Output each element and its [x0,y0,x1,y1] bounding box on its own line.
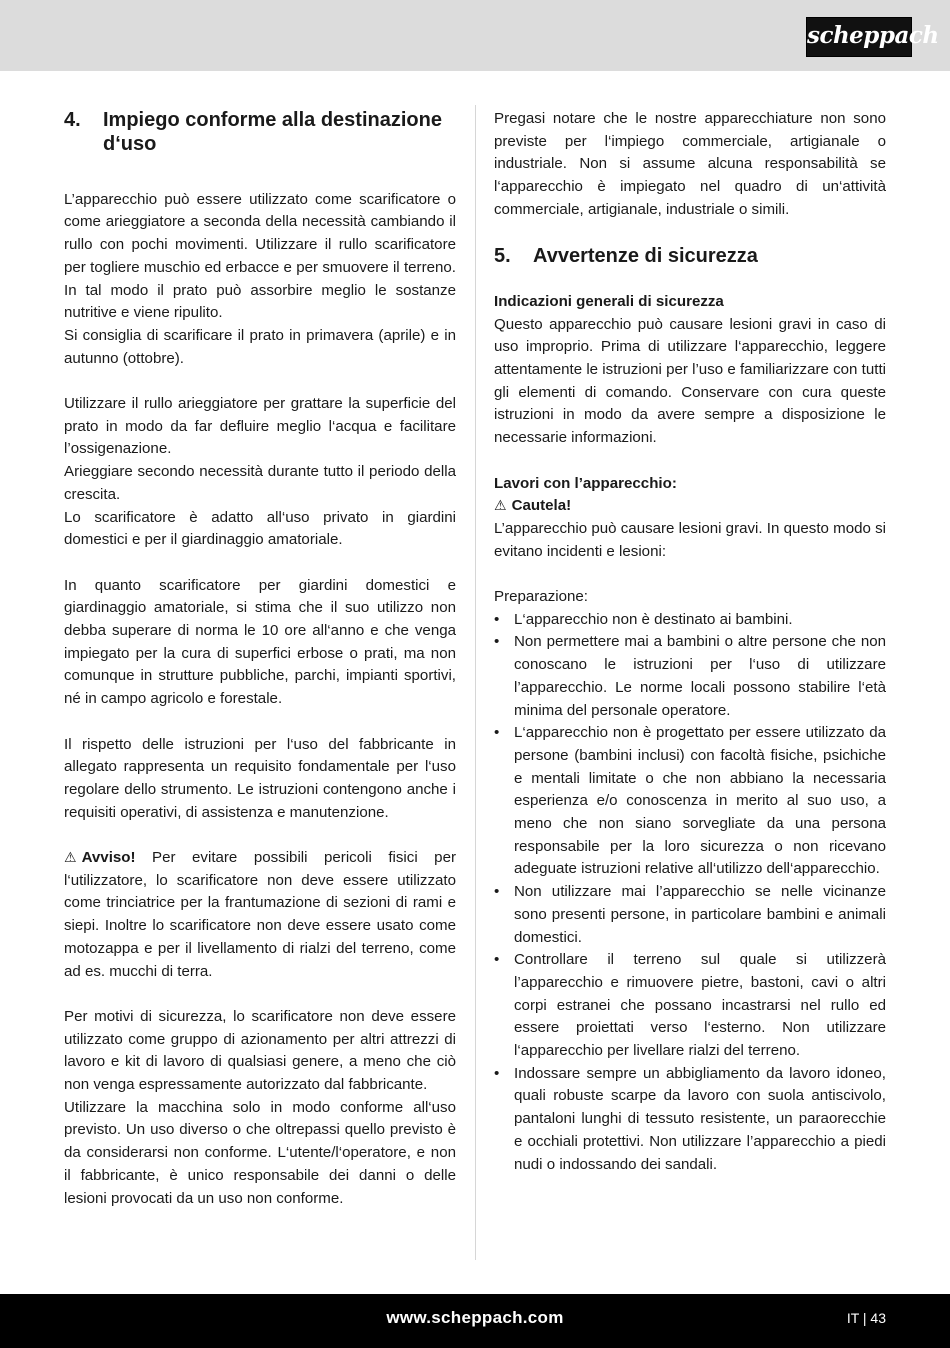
subheading: Indicazioni generali di sicurezza [494,292,724,310]
paragraph: Si consiglia di scarificare il prato in primavera (aprile) e in autunno (ottobre). [64,326,456,367]
section-heading-4 [64,108,456,156]
scheppach-logo: scheppach [806,17,912,57]
warning-paragraph [64,847,456,983]
section-title: Avvertenze di sicurezza [533,245,758,268]
preparation-label: Preparazione: [494,588,588,605]
section-number: 4. [64,109,81,131]
paragraph: Per motivi di sicurezza, lo scarificatore non deve essere utilizzato come gruppo di azionamento per altri attrezzi di lavoro e kit di lavoro di qualsiasi genere, a meno che ciò non venga espressamente autorizzato dal fabbricante. [64,1007,456,1094]
caution-line [494,495,886,518]
paragraph: Questo apparecchio può causare lesioni gravi in caso di uso improprio. Prima di utilizzare l‘apparecchio, leggere attentamente le istruzioni per l’uso e familiarizzare con tutti gli elementi di comando. Conservare con cura queste istruzioni in modo da avere sempre a disposizione le necessarie informazioni. [494,315,886,447]
section-title: Impiego conforme alla destinazione d‘uso [103,109,442,155]
paragraph: Il rispetto delle istruzioni per l‘uso del fabbricante in allegato rappresenta un requisito fondamentale per l‘uso regolare dello strumento. Le istruzioni contengono anche i requisiti operativi, di assistenza e manutenzione. [64,735,456,821]
website-url: www.scheppach.com [386,1308,564,1327]
paragraph: L’apparecchio può essere utilizzato come scarificatore o come arieggiatore a seconda della necessità cambiando il rullo con pochi movimenti. Utilizzare il rullo scarificatore per togliere muschio ed erbacce e per smuovere il terreno. In tal modo il prato può assorbire meglio le sostanze nutritive e viene ripulito. [64,190,456,322]
warning-triangle-icon: ⚠ [64,850,77,867]
paragraph: Lo scarificatore è adatto all‘uso privato in giardini domestici e per il giardinaggio amatoriale. [64,508,456,549]
page-number: IT | 43 [846,1310,886,1326]
left-column [64,108,456,1210]
list-item: • L‘apparecchio non è destinato ai bambini. [494,609,886,632]
page-footer [0,1294,950,1348]
paragraph: L’apparecchio può causare lesioni gravi. In questo modo si evitano incidenti e lesioni: [494,519,886,560]
list-item: • Non utilizzare mai l’apparecchio se nelle vicinanze sono presenti persone, in particolare bambini e animali domestici. [494,881,886,949]
page-header [0,0,950,71]
list-item: • Non permettere mai a bambini o altre persone che non conoscano le istruzioni per l‘uso di utilizzare l’apparecchio. Le norme locali possono stabilire l‘età minima del personale operatore. [494,631,886,722]
warning-triangle-icon: ⚠ [494,498,507,515]
safety-bullet-list [494,609,886,1177]
caution-label: Cautela! [511,497,572,515]
paragraph: Utilizzare il rullo arieggiatore per grattare la superficie del prato in modo da far defluire meglio l‘acqua e facilitare l’ossigenazione. [64,395,456,458]
paragraph: In quanto scarificatore per giardini domestici e giardinaggio amatoriale, si stima che il suo utilizzo non debba superare di norma le 10 ore all‘anno e che venga impiegato per la cura di superfici erbose o prati, ma non comunque in strutture pubbliche, parchi, impianti sportivi, né in campo agricolo e forestale. [64,576,456,708]
section-heading-5 [494,244,886,268]
list-item: • Indossare sempre un abbigliamento da lavoro idoneo, quali robuste scarpe da lavoro con suola antiscivolo, pantaloni lunghi di tessuto resistente, un paraorecchie e occhiali protettivi. Non utilizzare l’apparecchio a piedi nudi o indossando dei sandali. [494,1063,886,1177]
subheading: Lavori con l’apparecchio: [494,474,677,492]
warning-label: Avviso! [81,849,136,867]
paragraph: Pregasi notare che le nostre apparecchiature non sono previste per l‘impiego commerciale, artigianale o industriale. Non si assume alcuna responsabilità se l‘apparecchio è impiegato nel quadro di un‘attività commerciale, artigianale, industriale o simili. [494,110,886,218]
list-item: • L‘apparecchio non è progettato per essere utilizzato da persone (bambini inclusi) con facoltà fisiche, psichiche e mentali limitate o che non abbiano la necessaria esperienza e/o conoscenza in merito al suo uso, a meno che non siano sorvegliate da una persona responsabile per la loro sicurezza o non ricevano adeguate istruzioni relative all‘utilizzo dell‘apparecchio. [494,722,886,881]
list-item: • Controllare il terreno sul quale si utilizzerà l’apparecchio e rimuovere pietre, bastoni, cavi o altri corpi estranei che possano incastrarsi nel rullo ed essere proiettati verso l‘esterno. Non utilizzare l‘apparecchio per livellare rialzi del terreno. [494,949,886,1063]
section-number: 5. [494,245,511,268]
warning-text: Per evitare possibili pericoli fisici per l‘utilizzatore, lo scarificatore non deve essere utilizzato come trinciatrice per la frantumazione di sezioni di rami e siepi. Inoltre lo scarificatore non deve essere usato come motozappa e per il livellamento di rialzi del terreno, come ad es. mucchi di terra. [64,849,456,980]
right-column [494,108,886,1176]
paragraph: Utilizzare la macchina solo in modo conforme all‘uso previsto. Un uso diverso o che oltrepassi quello previsto è da considerarsi non conforme. L‘utente/l‘operatore, e non il fabbricante, è unico responsabile dei danni o delle lesioni provocati da un uso non conforme. [64,1098,456,1207]
column-divider [475,105,476,1260]
paragraph: Arieggiare secondo necessità durante tutto il periodo della crescita. [64,463,456,503]
